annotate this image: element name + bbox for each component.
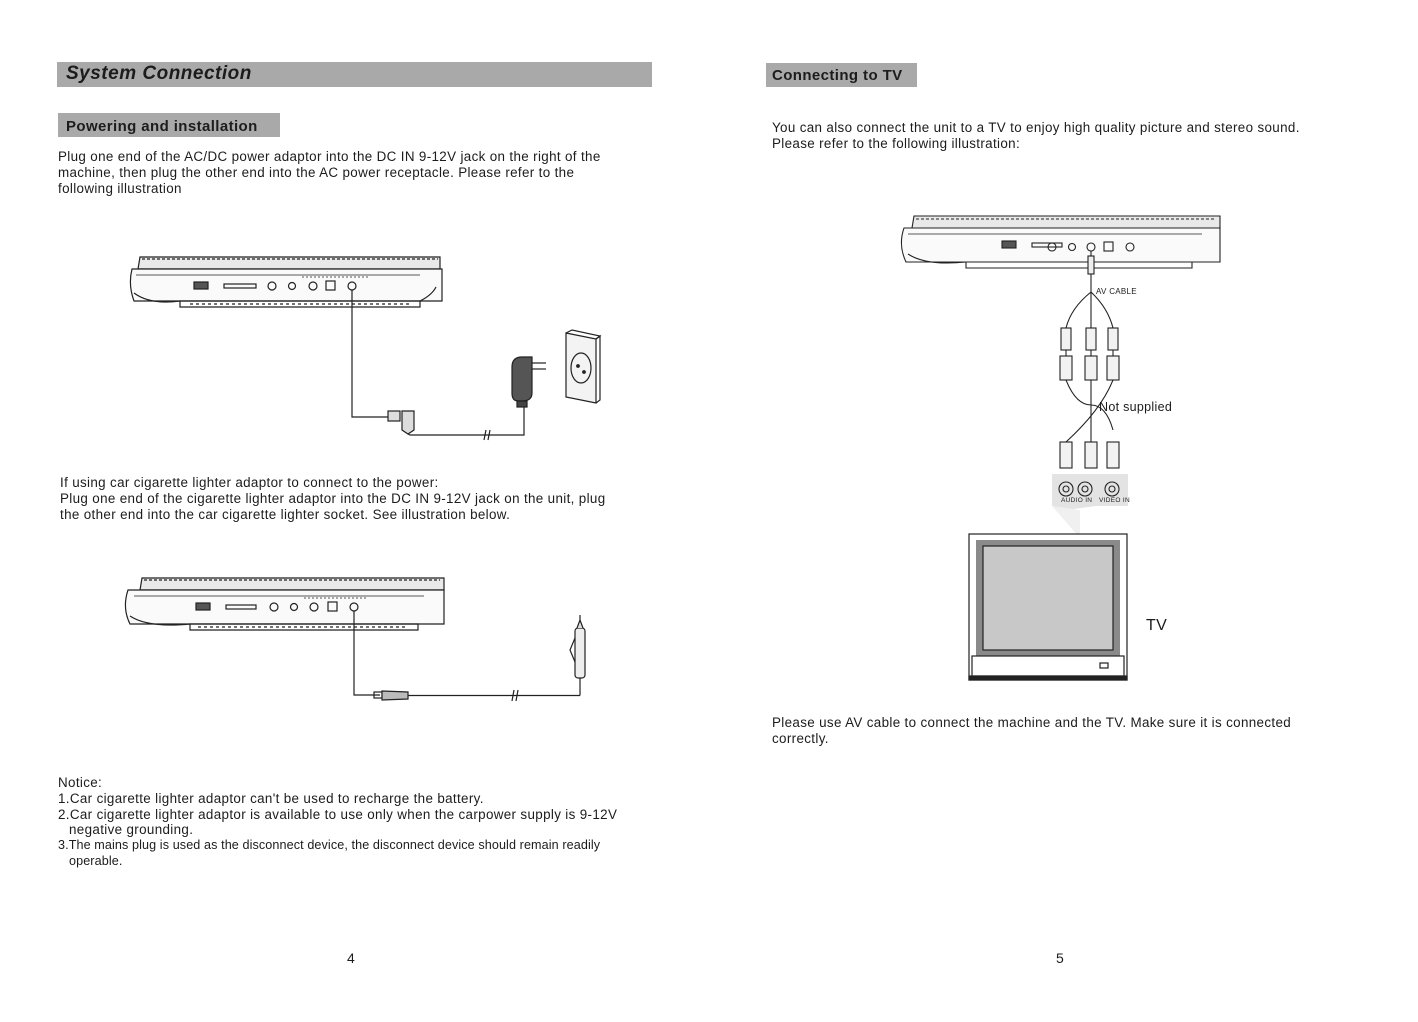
av-cable-label: AV CABLE	[1096, 287, 1137, 296]
section-title: Connecting to TV	[772, 67, 903, 84]
paragraph-line: You can also connect the unit to a TV to enjoy high quality picture and stereo sound.	[772, 120, 1300, 135]
notice-item: 2.Car cigarette lighter adaptor is available to use only when the carpower supply is 9-12V	[58, 806, 618, 822]
notice-item-continuation: operable.	[69, 853, 123, 868]
power-instructions	[58, 149, 658, 196]
notice-item-continuation: negative grounding.	[69, 822, 194, 838]
notice-item: 1.Car cigarette lighter adaptor can't be used to recharge the battery.	[58, 790, 484, 806]
paragraph-line: Please refer to the following illustration:	[772, 135, 1021, 151]
not-supplied-label: Not supplied	[1099, 400, 1173, 414]
page-number: 5	[1056, 950, 1064, 966]
paragraph-line: correctly.	[772, 730, 829, 746]
tv-intro	[772, 120, 1392, 152]
audio-in-label: AUDIO IN	[1061, 497, 1093, 504]
paragraph-line: machine, then plug the other end into the AC power receptacle. Please refer to the	[58, 164, 575, 180]
tv-connection-diagram	[896, 210, 1236, 690]
section-title: System Connection	[66, 63, 252, 84]
notice-heading: Notice:	[58, 775, 103, 790]
car-instructions	[60, 475, 660, 522]
paragraph-line: Please use AV cable to connect the machine and the TV. Make sure it is connected	[772, 715, 1292, 730]
page-number: 4	[347, 950, 355, 966]
paragraph-line: If using car cigarette lighter adaptor to connect to the power:	[60, 475, 439, 490]
paragraph-line: the other end into the car cigarette lighter socket. See illustration below.	[60, 506, 511, 522]
paragraph-line: following illustration	[58, 180, 182, 196]
paragraph-line: Plug one end of the AC/DC power adaptor into the DC IN 9-12V jack on the right of the	[58, 149, 601, 164]
paragraph-line: Plug one end of the cigarette lighter adaptor into the DC IN 9-12V jack on the unit, plug	[60, 490, 606, 506]
car-adaptor-illustration	[118, 570, 598, 710]
notice-item: 3.The mains plug is used as the disconnect device, the disconnect device should remain readily	[58, 838, 601, 853]
tv-label: TV	[1146, 617, 1168, 634]
subsection-title: Powering and installation	[66, 118, 258, 135]
tv-closing-text	[772, 715, 1392, 747]
notice	[58, 775, 668, 870]
video-in-label: VIDEO IN	[1099, 497, 1130, 504]
ac-adaptor-illustration	[120, 235, 620, 485]
